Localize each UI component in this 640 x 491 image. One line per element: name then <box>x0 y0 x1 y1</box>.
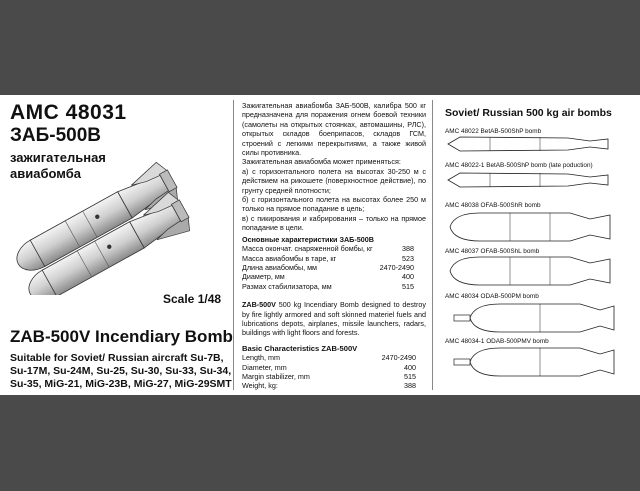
ru-use-c: в) с пикирования и кабрирования – только на прямое попадание в цели. <box>242 213 426 233</box>
spec-label: Масса авиабомбы в таре, кг <box>242 253 337 263</box>
spec-value: 400 <box>404 362 416 372</box>
russian-subtitle-line1: зажигательная <box>10 150 106 165</box>
related-item-label: AMC 48022 BetAB-500ShP bomb <box>445 128 542 135</box>
spec-row <box>242 381 426 390</box>
spec-label: Margin stabilizer, mm <box>242 371 310 381</box>
spec-value: 515 <box>402 281 414 291</box>
en-spec-list <box>242 353 426 391</box>
bombs-illustration <box>12 155 232 295</box>
related-products-title: Soviet/ Russian 500 kg air bombs <box>445 107 612 119</box>
description-column <box>242 101 426 391</box>
spec-label: Weight, kg: <box>242 381 278 391</box>
bomb-icon <box>440 301 620 335</box>
bomb-icon <box>440 169 620 191</box>
scale-label: Scale 1/48 <box>163 292 222 306</box>
spec-value: 515 <box>404 371 416 381</box>
ru-intro: Зажигательная авиабомба ЗАБ-500В, калибра 500 кг предназначена для поражения огнем боевой техники (самолеты на открытых стоянках, автомашины, РЛС), открытых складов боеприпасов, складов ГСМ, строений с легкими перекрытиями, а также живой силы противника. <box>242 101 426 158</box>
spec-row <box>242 254 426 263</box>
en-spec-heading: Basic Characteristics ZAB-500V <box>242 343 358 353</box>
spec-row <box>242 353 426 362</box>
en-description-lead: ZAB-500V <box>242 300 276 310</box>
en-description-body: 500 kg Incendiary Bomb designed to destroy by fire lightly armored and soft skinned materiel fuels and lubrications depots, airplanes, missile launchers, radars, buildings with light floors and forests. <box>242 300 426 338</box>
english-title: ZAB-500V Incendiary Bomb <box>10 327 233 346</box>
product-card <box>0 95 640 395</box>
spec-value: 2470-2490 <box>381 353 416 363</box>
spec-row <box>242 272 426 281</box>
ru-use-b: б) с горизонтального полета на высотах более 250 м только на прямое попадание в цель; <box>242 195 426 214</box>
bomb-icon <box>440 209 620 245</box>
spec-value: 388 <box>402 244 414 254</box>
spec-value: 400 <box>402 272 414 282</box>
product-code: AMC 48031 <box>10 101 127 124</box>
ru-use-a: а) с горизонтального полета на высотах 30-250 м с действием на рикошете (поверхностное действие), по грунту средней плотности; <box>242 166 426 195</box>
spec-row <box>242 282 426 291</box>
suitable-aircraft: Suitable for Soviet/ Russian aircraft Su-7B, Su-17M, Su-24M, Su-25, Su-30, Su-33, Su-34, Su-35, MiG-21, MiG-23B, MiG-27, MiG-29SMT <box>10 352 232 390</box>
ru-spec-heading: Основные характеристики ЗАБ-500В <box>242 234 374 244</box>
bomb-icon <box>440 133 620 155</box>
spec-row <box>242 244 426 253</box>
ru-use-heading: Зажигательная авиабомба может применяться: <box>242 157 401 167</box>
column-divider <box>432 100 433 390</box>
related-item-label: AMC 48037 OFAB-500ShL bomb <box>445 248 540 255</box>
bomb-icon <box>440 345 620 379</box>
spec-value: 388 <box>404 381 416 391</box>
spec-label: Масса окончат. снаряженной бомбы, кг <box>242 244 373 254</box>
spec-label: Diameter, mm <box>242 362 287 372</box>
spec-value: 523 <box>402 253 414 263</box>
en-description <box>242 300 426 338</box>
related-item-label: AMC 48034-1 ODAB-500PMV bomb <box>445 338 549 345</box>
column-divider <box>233 100 234 390</box>
russian-name: ЗАБ-500В <box>10 125 102 146</box>
related-item-label: AMC 48022-1 BetAB-500ShP bomb (late poduction) <box>445 162 593 169</box>
spec-label: Length, mm <box>242 353 280 363</box>
related-item-label: AMC 48038 OFAB-500ShR bomb <box>445 202 541 209</box>
bomb-icon <box>440 253 620 289</box>
spec-value: 2470-2490 <box>379 262 414 272</box>
spec-label: Диаметр, мм <box>242 272 285 282</box>
spec-label: Размах стабилизатора, мм <box>242 281 332 291</box>
spec-row <box>242 363 426 372</box>
related-item-label: AMC 48034 ODAB-500PM bomb <box>445 293 539 300</box>
russian-subtitle-line2: авиабомба <box>10 166 81 181</box>
spec-label: Длина авиабомбы, мм <box>242 262 318 272</box>
spec-row <box>242 263 426 272</box>
ru-spec-list <box>242 244 426 291</box>
spec-row <box>242 372 426 381</box>
